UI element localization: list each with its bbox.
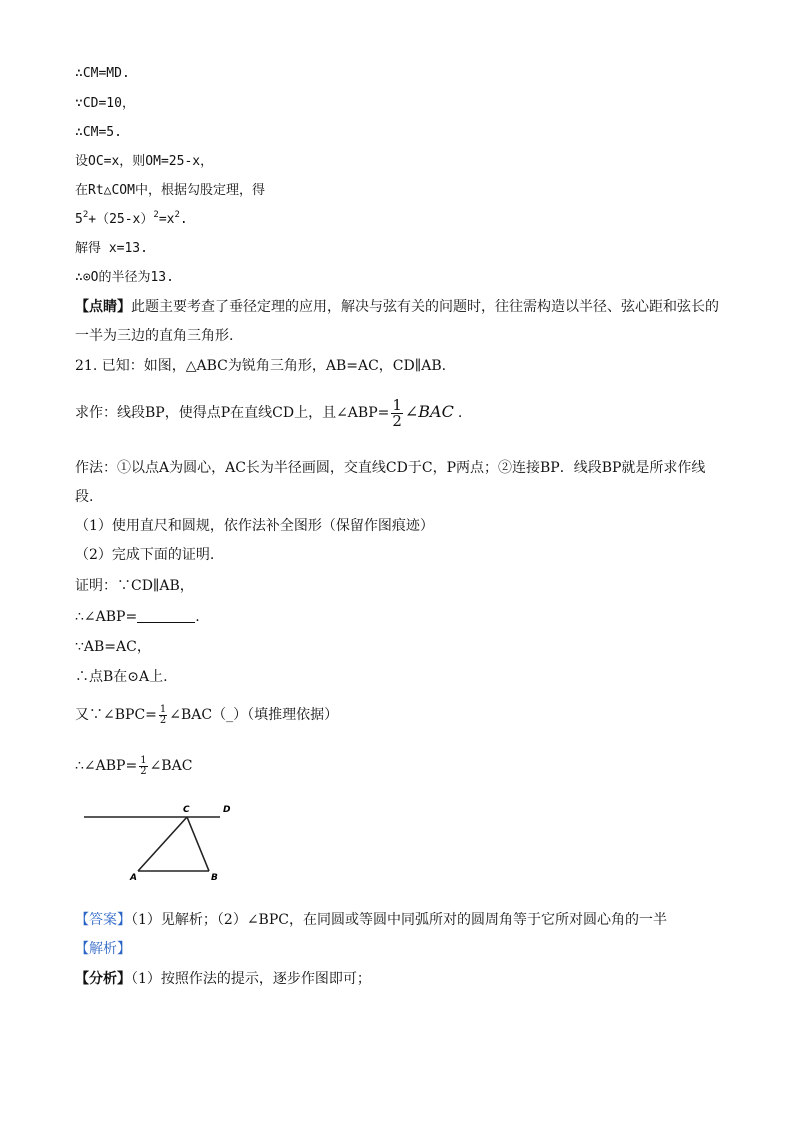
answer-blank [137, 608, 195, 623]
text-line: 在Rt△COM中，根据勾股定理，得 [75, 183, 265, 198]
proof-line: ∴∠ABP= $\frac{1}{2}$ ∠BAC [75, 754, 193, 777]
proof-line: 证明：∵CD∥AB， [75, 578, 194, 594]
geometry-figure [80, 800, 250, 885]
text-line: ∵CD=10， [75, 96, 135, 111]
answer-line: 【答案】（1）见解析；（2）∠BPC，在同圆或等圆中同弧所对的圆周角等于它所对圆心角的一半 [75, 912, 667, 928]
fraction: $\frac{1}{2}$ [392, 395, 402, 430]
fraction: $\frac{1}{2}$ [140, 754, 147, 777]
part-2: （2）完成下面的证明. [75, 547, 215, 563]
point-label-b: B [211, 873, 218, 883]
method-line: 段. [75, 489, 94, 505]
fenxi-tag: 【分析】 [75, 971, 131, 987]
point-label-c: C [183, 805, 190, 815]
text-line: 设OC=x，则OM=25-x， [75, 154, 214, 169]
part-1: （1）使用直尺和圆规，依作法补全图形（保留作图痕迹） [75, 518, 434, 534]
proof-line: ∵AB=AC， [75, 639, 151, 655]
text-line: ∴CM=5. [75, 125, 122, 140]
problem-stem: 21. 已知：如图，△ABC为锐角三角形，AB=AC，CD∥AB. [75, 358, 447, 374]
fraction: $\frac{1}{2}$ [159, 703, 167, 726]
proof-line: ∴∠ABP= . [75, 609, 200, 625]
text-line: ∴⊙O的半径为13. [75, 270, 174, 285]
segment-bc [187, 817, 209, 871]
problem-task: 求作：线段BP，使得点P在直线CD上，且∠ABP= $\frac{1}{2}$ ∠BAC . [75, 395, 463, 430]
dianjing-line: 【点睛】此题主要考查了垂径定理的应用，解决与弦有关的问题时，往往需构造以半径、弦心距和弦长的 [75, 299, 719, 315]
segment-ac [138, 817, 187, 871]
point-label-a: A [130, 873, 137, 883]
proof-line: 又∵∠BPC= $\frac{1}{2}$ ∠BAC（_）（填推理依据） [75, 703, 339, 726]
text-line: ∴CM=MD. [75, 66, 130, 81]
text-line: 一半为三边的直角三角形. [75, 328, 234, 344]
analysis-tag: 【解析】 [75, 941, 131, 957]
fenxi-line: 【分析】（1）按照作法的提示，逐步作图即可； [75, 971, 371, 987]
point-label-d: D [223, 805, 231, 815]
answer-tag: 【答案】 [75, 912, 131, 928]
text-line: 解得 x=13. [75, 241, 148, 256]
dianjing-tag: 【点睛】 [75, 299, 131, 315]
equation-line: $5^2+(25-x)^2=x^2$. [75, 210, 188, 227]
proof-line: ∴点B在⊙A上. [75, 669, 168, 685]
method-line: 作法：①以点A为圆心，AC长为半径画圆，交直线CD于C，P两点；②连接BP．线段BP就是所求作线 [75, 460, 706, 476]
